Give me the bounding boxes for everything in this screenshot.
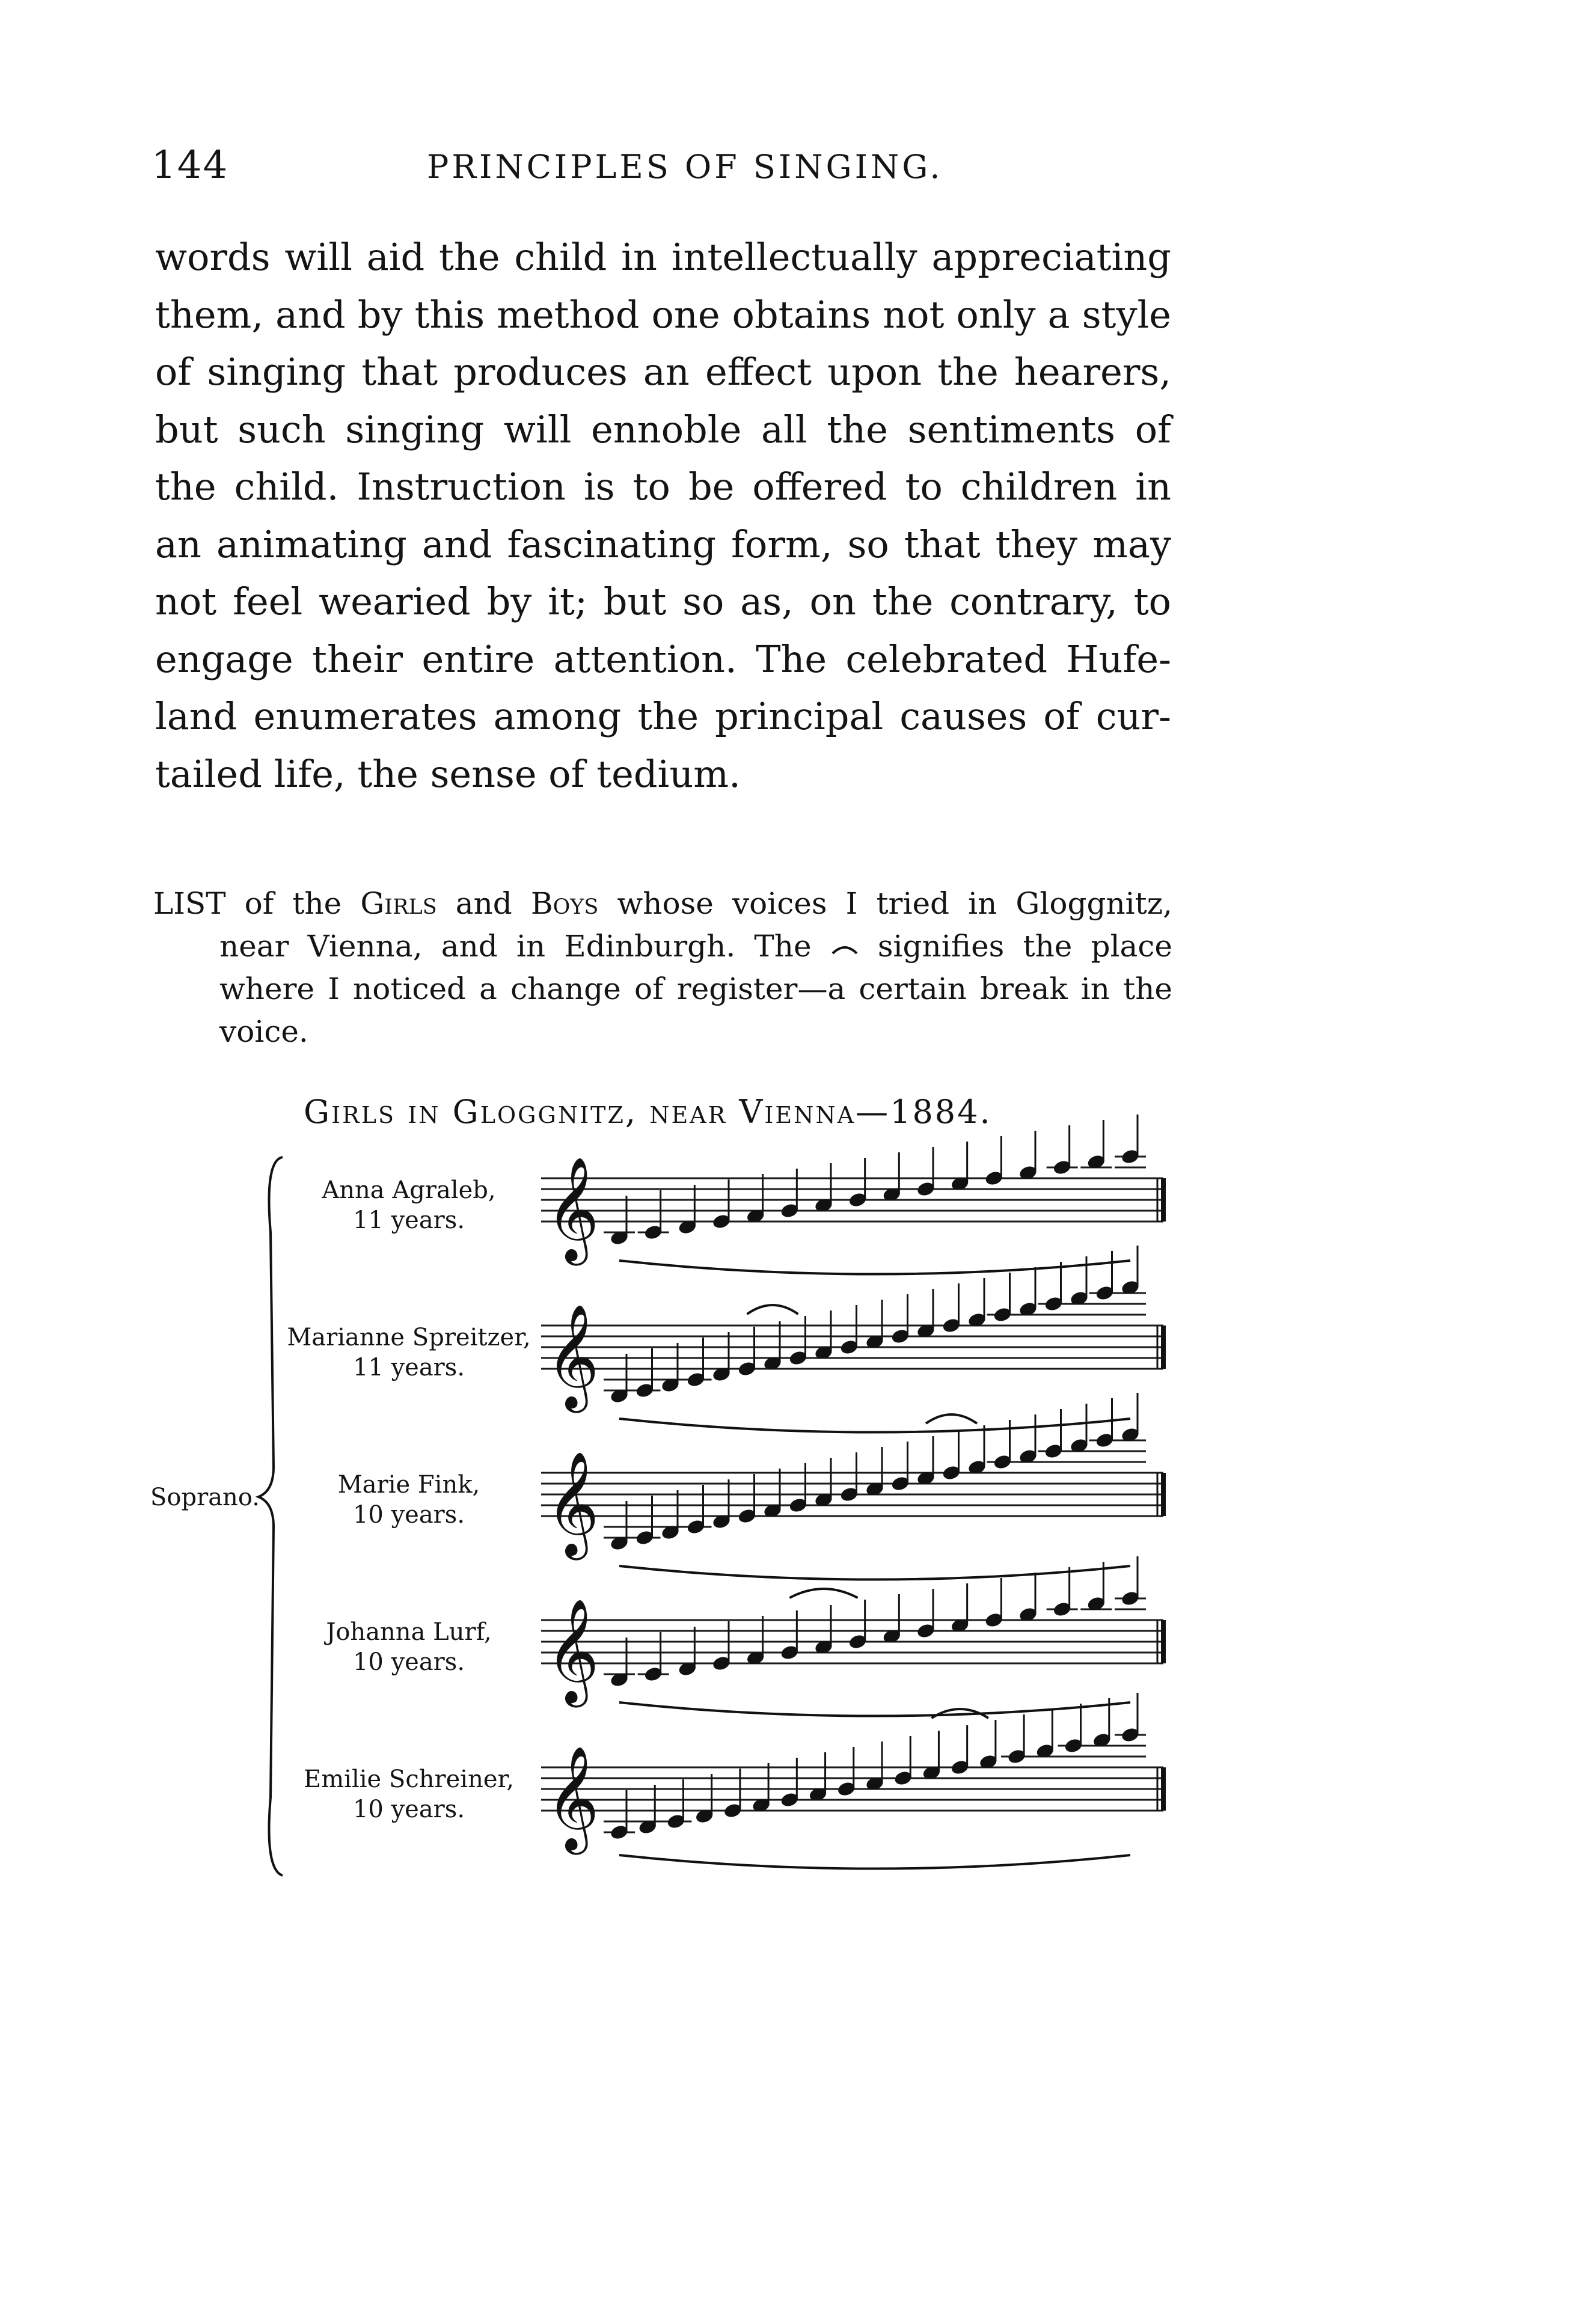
register-break-icon	[747, 1305, 798, 1314]
body-line: tailed life, the sense of tedium.	[155, 751, 741, 796]
body-line: the child. Instruction is to be offered to children in	[155, 465, 1171, 509]
body-line: engage their entire attention. The celebrated Hufe-	[155, 637, 1171, 681]
phrase-slur	[619, 1419, 1130, 1433]
singer-name: Anna Agraleb,	[322, 1176, 496, 1204]
register-break-icon	[926, 1414, 977, 1423]
singer-age: 10 years.	[352, 1501, 465, 1529]
phrase-slur	[619, 1702, 1130, 1716]
singer-name: Johanna Lurf,	[326, 1618, 492, 1646]
caption-text: near Vienna, and in Edinburgh.	[219, 929, 736, 964]
singer-age: 11 years.	[352, 1354, 465, 1381]
caption-line: voice.	[219, 1014, 308, 1049]
running-head: PRINCIPLES OF SINGING.	[427, 148, 943, 186]
treble-clef-icon: 𝄞	[546, 1746, 599, 1850]
body-line: not feel wearied by it; but so as, on the contrary, to	[155, 579, 1171, 623]
body-line: of singing that produces an effect upon the hearers,	[155, 350, 1171, 394]
singer-age: 10 years.	[352, 1796, 465, 1823]
caption-text: whose voices I tried in Gloggnitz,	[598, 886, 1172, 921]
phrase-slur	[619, 1855, 1130, 1869]
singer-age: 10 years.	[352, 1648, 465, 1676]
voice-group-label: Soprano.	[150, 1484, 260, 1511]
caption-text: LIST of the	[153, 886, 361, 921]
body-line: words will aid the child in intellectually appreciating	[155, 235, 1171, 279]
caption-line: where I noticed a change of register—a certain break in the	[219, 971, 1172, 1006]
singer-name: Emilie Schreiner,	[304, 1766, 514, 1793]
register-break-icon	[789, 1589, 857, 1598]
singer-name: Marie Fink,	[337, 1471, 480, 1499]
phrase-slur	[619, 1566, 1130, 1580]
caption-text: The	[754, 929, 812, 964]
treble-clef-icon: 𝄞	[546, 1451, 599, 1556]
body-line: them, and by this method one obtains not only a style	[155, 292, 1171, 337]
caption-girls: Girls	[360, 886, 437, 921]
caption-boys: Boys	[530, 886, 599, 921]
treble-clef-icon: 𝄞	[546, 1304, 599, 1408]
caption-text: signifies the place	[877, 929, 1172, 964]
singer-age: 11 years.	[352, 1206, 465, 1234]
section-heading: Girls in Gloggnitz, near Vienna—1884.	[304, 1093, 992, 1131]
page-number: 144	[152, 143, 229, 188]
treble-clef-icon: 𝄞	[546, 1598, 599, 1703]
body-line: but such singing will ennoble all the sentiments of	[155, 407, 1171, 451]
singer-name: Marianne Spreitzer,	[287, 1324, 531, 1351]
caption-text: and	[436, 886, 531, 921]
group-brace	[259, 1157, 283, 1876]
body-line: land enumerates among the principal causes of cur-	[155, 694, 1171, 738]
phrase-slur	[619, 1261, 1130, 1274]
treble-clef-icon: 𝄞	[546, 1157, 599, 1261]
body-line: an animating and fascinating form, so that they may	[155, 522, 1171, 566]
